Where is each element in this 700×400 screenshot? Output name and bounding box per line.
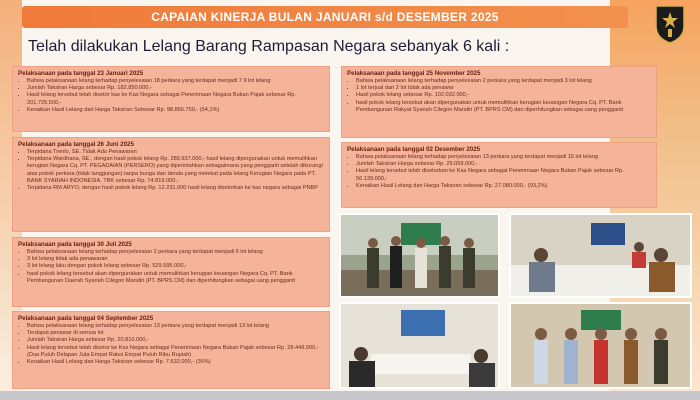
card-item: • Bahwa pelaksanaan lelang terhadap penyelesaian 2 perkara yang terdapat menjadi 3 lot lelang bbox=[356, 78, 651, 85]
card-item: • Hasil lelang tersebut telah disetor kas ke Kas Negara sebagai Penerimaan Negara Bukan Pajak sebesar Rp. 201.725.500,- bbox=[27, 92, 324, 106]
card-item: • Jumlah Taksiran Harga sebesar Rp. 20.810.000,- bbox=[27, 337, 324, 344]
auction-card-december bbox=[341, 142, 657, 208]
card-heading: Pelaksanaan pada tanggal 02 Desember 2025 bbox=[347, 146, 481, 153]
bottom-strip bbox=[0, 391, 700, 400]
auction-card-june bbox=[12, 137, 330, 232]
card-item: • Terpidana Wardhana, SE., dengan hasil pokok lelang Rp. 289.937.000,- hasil lelang dipergunakan untuk memulihkan kerugian Negara Cq. PT. PEGADAIAN (PERSERO) yang diperintahkan sebagaimana yang pengganti setelah dikurangi atas pokok perkara (tidak langgungan) tanpa bunga dan denda yang melekat pada lelang Kerugian Negara pada PT. BANK SYARIAH INDONESIA. TBK sebesar Rp. 74.819.000,- bbox=[27, 156, 324, 185]
photo-meeting-table bbox=[509, 213, 692, 298]
card-item: • Hasil lelang tersebut telah disetorkan ke Kas Negara sebagai Penerimaan Negara Bukan Pajak sebesar Rp. 56.139.000,- bbox=[356, 168, 651, 182]
card-item: • Bahwa pelaksanaan lelang terhadap penyelesaian 18 perkara yang terdapat menjadi 7 9 lot lelang bbox=[27, 78, 324, 85]
card-item: • 3 lot lelang laku dengan pokok lelang sebesar Rp. 529.595.000,- bbox=[27, 263, 324, 270]
card-heading: Pelaksanaan pada tanggal 26 Juni 2025 bbox=[18, 141, 134, 148]
photo-auction-room bbox=[339, 302, 500, 389]
card-heading: Pelaksanaan pada tanggal 30 Juli 2025 bbox=[18, 241, 132, 248]
auction-card-july bbox=[12, 237, 330, 307]
kejaksaan-emblem-icon bbox=[652, 4, 688, 44]
card-heading: Pelaksanaan pada tanggal 04 September 2025 bbox=[18, 315, 154, 322]
card-item: • 3 lot lelang tidak ada penawaran bbox=[27, 256, 324, 263]
card-item: • Bahwa pelaksanaan lelang terhadap penyelesaian 13 perkara yang terdapat menjadi 15 lot lelang bbox=[356, 154, 651, 161]
auction-card-september bbox=[12, 311, 330, 389]
card-heading: Pelaksanaan pada tanggal 25 November 2025 bbox=[347, 70, 481, 77]
auction-card-january bbox=[12, 66, 330, 132]
card-item: • Kenaikan Hasil Lelang dari Harga Taksiran sebesar Rp. 7.632.000,- (36%) bbox=[27, 359, 324, 366]
card-item: • Terpidana RM ARYO, dengan hasil pokok lelang Rp. 12.231.000 hasil lelang disetorkan ke kas negara sebagai PNBP bbox=[27, 185, 324, 192]
auction-card-november bbox=[341, 66, 657, 138]
card-item: • hasil pokok lelang tersebut akan dipergunakan untuk memulihkan kerugian keuangan Negara Cq. PT. Bank Pembangunan Daerah Syariah Cilegon Mandiri (PT. BPRS CM) dan diperhitungkan sebagai uang pengganti bbox=[27, 271, 324, 285]
card-item: • 1 lot terjual dan 2 lot tidak ada penawar bbox=[356, 85, 651, 92]
card-item: • Kenaikan Hasil Lelang dari Harga Taksiran Sebesar Rp. 98.866.750,- (54,1%) bbox=[27, 107, 324, 114]
card-item: • Terdapat penawar di semua lot bbox=[27, 330, 324, 337]
card-item: • Kenaikan Hasil Lelang dari Harga Taksiran sebesar Rp. 27.080.000,- (93,2%) bbox=[356, 183, 651, 190]
card-item: • Jumlah Taksiran Harga sebesar Rp. 182.850.000,- bbox=[27, 85, 324, 92]
card-item: • Bahwa pelaksanaan lelang terhadap penyelesaian 2 perkara yang terdapat menjadi 6 lot lelang bbox=[27, 249, 324, 256]
card-heading: Pelaksanaan pada tanggal 23 Januari 2025 bbox=[18, 70, 144, 77]
page-title: CAPAIAN KINERJA BULAN JANUARI s/d DESEMBER 2025 bbox=[22, 6, 628, 28]
card-item: • Hasil lelang tersebut telah disetor ke Kas Negara sebagai Penerimaan Negara Bukan Pajak sebesar Rp. 28.449.000,- (Dua Puluh Delapan Juta Empat Ratus Empat Puluh Ribu Rupiah) bbox=[27, 345, 324, 359]
photo-officials-standing bbox=[339, 213, 500, 298]
photo-group-pose bbox=[509, 302, 692, 389]
page-subtitle: Telah dilakukan Lelang Barang Rampasan Negara sebanyak 6 kali : bbox=[28, 38, 510, 55]
card-item: • hasil pokok lelang tersebut akan dipergunakan untuk memulihkan kerugian keuangan Negara Cq. PT. Bank Pembangunan Rakyat Syariah Cilegon Mandiri (PT. BPRS CM) dan diperhitungkan sebagai uang pengganti bbox=[356, 100, 651, 114]
card-item: • Hasil pokok lelang sebesar Rp. 102.032.000,- bbox=[356, 92, 651, 99]
card-item: • Terpidana Trenlo, SE. Tidak Ada Penawaran bbox=[27, 149, 324, 156]
card-item: • Jumlah Taksiran Harga sebesar Rp. 29.059.000,- bbox=[356, 161, 651, 168]
card-item: • Bahwa pelaksanaan lelang terhadap penyelesaian 13 perkara yang terdapat menjadi 13 lot lelang bbox=[27, 323, 324, 330]
